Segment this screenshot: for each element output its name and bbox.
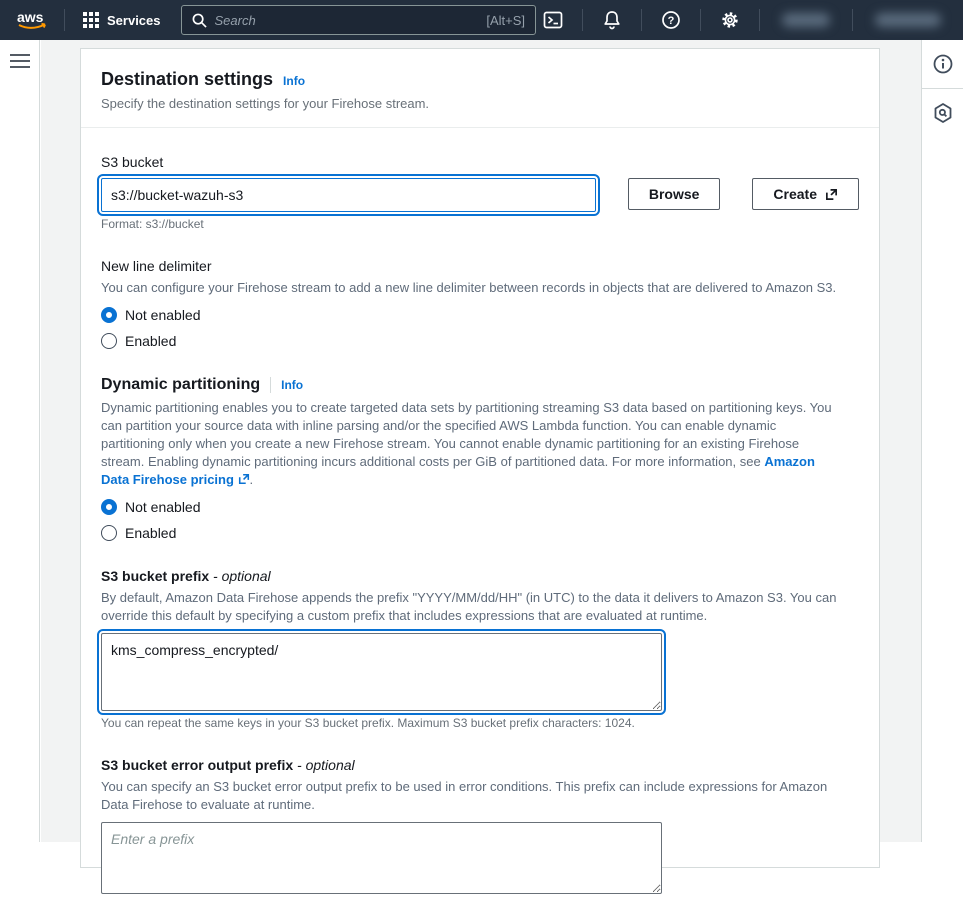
top-navigation [0,0,963,40]
radio-label: Enabled [125,333,177,349]
newline-not-enabled-option[interactable] [101,307,859,323]
description-text: . [249,472,254,487]
partitioning-enabled-option[interactable] [101,525,859,541]
help-button[interactable] [654,5,688,35]
radio-unchecked-icon [101,333,117,349]
s3-bucket-section [101,154,859,231]
main-content [41,40,921,842]
question-icon [661,10,681,30]
bell-icon [602,10,622,30]
nav-divider [641,9,642,31]
new-line-delimiter-label: New line delimiter [101,258,212,274]
search-icon [192,13,207,28]
s3-bucket-label: S3 bucket [101,154,164,170]
description-text: Dynamic partitioning enables you to create targeted data sets by partitioning streaming S3 data based on partitioning keys. You can partition your source data with inline parsing and/or the specified AWS Lambda function. You can enable dynamic partitioning only when you create a new Firehose stream. You cannot enable dynamic partitioning for an existing Firehose stream. Enabling dynamic partitioning incurs additional costs per GiB of partitioned data. For more information, see [101,400,832,469]
nav-divider [582,9,583,31]
browse-button-label: Browse [648,186,700,202]
card-header [81,49,879,128]
dynamic-partitioning-info-link[interactable]: Info [281,378,304,392]
region-menu[interactable] [782,13,830,27]
svg-text:aws: aws [17,9,44,25]
search-input[interactable] [181,5,537,35]
title-info-link[interactable]: Info [283,74,306,88]
s3-prefix-section [101,568,859,730]
label-text: S3 bucket prefix [101,568,210,584]
label-text: S3 bucket error output prefix [101,757,294,773]
account-menu[interactable] [875,13,941,27]
radio-checked-icon [101,499,117,515]
s3-bucket-input[interactable] [101,178,596,212]
s3-prefix-description: By default, Amazon Data Firehose appends the prefix "YYYY/MM/dd/HH" (in UTC) to the data it delivers to Amazon S3. You can override this default by specifying a custom prefix that includes expressions that are evaluated at runtime. [101,590,837,623]
cloudshell-button[interactable] [536,5,570,35]
nav-divider [700,9,701,31]
gear-icon [720,10,740,30]
dynamic-partitioning-section [101,376,859,541]
amazon-q-panel-button[interactable] [922,89,963,137]
s3-prefix-hint: You can repeat the same keys in your S3 bucket prefix. Maximum S3 bucket prefix characters: 1024. [101,716,635,730]
page-subtitle: Specify the destination settings for your Firehose stream. [101,96,430,111]
radio-checked-icon [101,307,117,323]
dynamic-partitioning-label: Dynamic partitioning [101,376,261,393]
external-link-icon [238,473,250,485]
left-sidebar [0,40,40,842]
s3-bucket-format-hint: Format: s3://bucket [101,217,204,231]
info-panel-button[interactable] [922,40,963,88]
s3-error-prefix-label [101,757,859,773]
new-line-delimiter-description: You can configure your Firehose stream to add a new line delimiter between records in objects that are delivered to Amazon S3. [101,280,837,295]
optional-label: - optional [213,568,271,584]
settings-button[interactable] [713,5,747,35]
optional-label: - optional [297,757,355,773]
firehose-pricing-link[interactable]: Amazon Data Firehose pricing [101,454,815,487]
svg-text:?: ? [667,15,675,27]
info-circle-icon [932,53,954,75]
s3-prefix-textarea[interactable] [101,633,662,711]
new-line-delimiter-section [101,258,859,349]
s3-error-prefix-section [101,757,859,894]
aws-logo-icon [16,8,52,32]
label-divider [270,377,271,393]
aws-logo[interactable] [16,8,52,32]
radio-unchecked-icon [101,525,117,541]
services-menu[interactable] [77,8,167,32]
search-placeholder: Search [214,12,256,28]
nav-divider [759,9,760,31]
destination-settings-card [80,48,880,868]
grid-icon [83,12,99,28]
radio-label: Enabled [125,525,177,541]
nav-utilities [536,5,951,35]
radio-label: Not enabled [125,499,201,515]
create-button-label: Create [773,186,817,202]
amazon-q-hexagon-icon [932,102,954,124]
services-label: Services [107,12,161,28]
nav-divider [64,9,65,31]
browse-button[interactable] [628,178,721,210]
cloudshell-terminal-icon [543,10,563,30]
search-shortcut: [Alt+S] [486,12,525,28]
newline-enabled-option[interactable] [101,333,859,349]
external-link-icon [825,188,838,201]
dynamic-partitioning-description [101,399,843,489]
radio-label: Not enabled [125,307,201,323]
create-button[interactable] [752,178,859,210]
notifications-button[interactable] [595,5,629,35]
hamburger-menu-icon[interactable] [10,54,30,68]
card-body [81,128,879,914]
page-title: Destination settings [101,69,274,89]
s3-prefix-label [101,568,859,584]
partitioning-not-enabled-option[interactable] [101,499,859,515]
s3-error-prefix-textarea[interactable] [101,822,662,894]
s3-error-prefix-description: You can specify an S3 bucket error output prefix to be used in error conditions. This prefix can include expressions for Amazon Data Firehose to evaluate at runtime. [101,779,828,812]
nav-divider [852,9,853,31]
right-tools-panel [921,40,963,842]
